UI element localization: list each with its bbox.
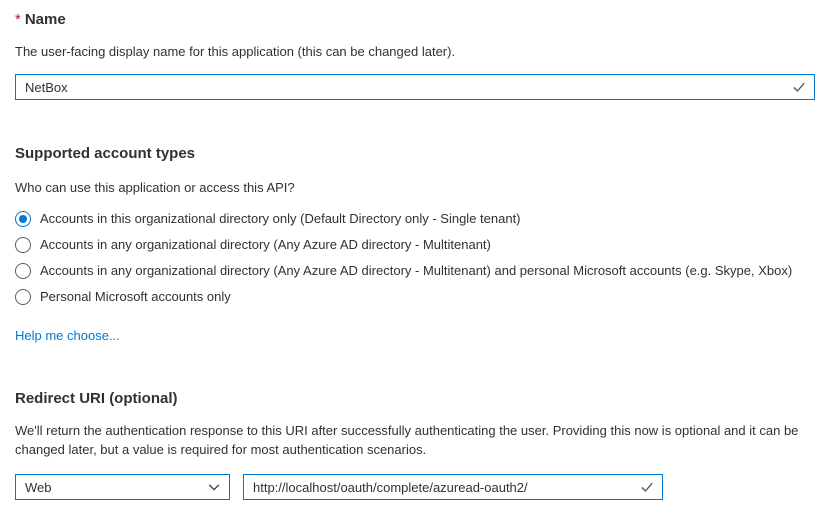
help-me-choose-link[interactable]: Help me choose...: [15, 328, 120, 343]
redirect-description: We'll return the authentication response to this URI after successfully authenticating the user. Providing this now is optional and it can be changed later, but a value is required for most authentication scenarios.: [15, 423, 799, 457]
redirect-uri-input[interactable]: [244, 476, 640, 498]
radio-option-label: Accounts in any organizational directory (Any Azure AD directory - Multitenant) and personal Microsoft accounts (e.g. Skype, Xbox): [40, 263, 793, 278]
radio-button-icon[interactable]: [15, 263, 31, 279]
redirect-section-title: Redirect URI (optional): [15, 390, 178, 407]
radio-option-multitenant-personal[interactable]: [15, 258, 815, 284]
chevron-down-icon: [207, 480, 221, 494]
account-types-section-title: Supported account types: [15, 145, 196, 162]
required-asterisk: *: [15, 11, 21, 28]
checkmark-icon: [792, 80, 806, 94]
radio-option-label: Accounts in this organizational directory only (Default Directory only - Single tenant): [40, 211, 521, 226]
name-title-text: Name: [24, 11, 66, 28]
name-input-container: [15, 74, 815, 100]
redirect-uri-row: [15, 474, 815, 500]
radio-option-multitenant[interactable]: [15, 232, 815, 258]
radio-button-icon[interactable]: [15, 289, 31, 305]
account-types-question: Who can use this application or access this API?: [15, 180, 295, 195]
radio-option-single-tenant[interactable]: [15, 206, 815, 232]
account-types-radio-group: [15, 206, 815, 310]
radio-button-icon[interactable]: [15, 237, 31, 253]
name-input[interactable]: [16, 76, 792, 98]
checkmark-icon: [640, 480, 654, 494]
radio-option-personal-only[interactable]: [15, 284, 815, 310]
radio-option-label: Personal Microsoft accounts only: [40, 289, 231, 304]
redirect-uri-input-container: [243, 474, 663, 500]
name-section-title: [15, 10, 815, 30]
radio-option-label: Accounts in any organizational directory (Any Azure AD directory - Multitenant): [40, 237, 491, 252]
name-description: The user-facing display name for this application (this can be changed later).: [15, 44, 456, 59]
platform-select-value: Web: [25, 479, 52, 495]
radio-button-icon[interactable]: [15, 211, 31, 227]
platform-select[interactable]: [15, 474, 230, 500]
